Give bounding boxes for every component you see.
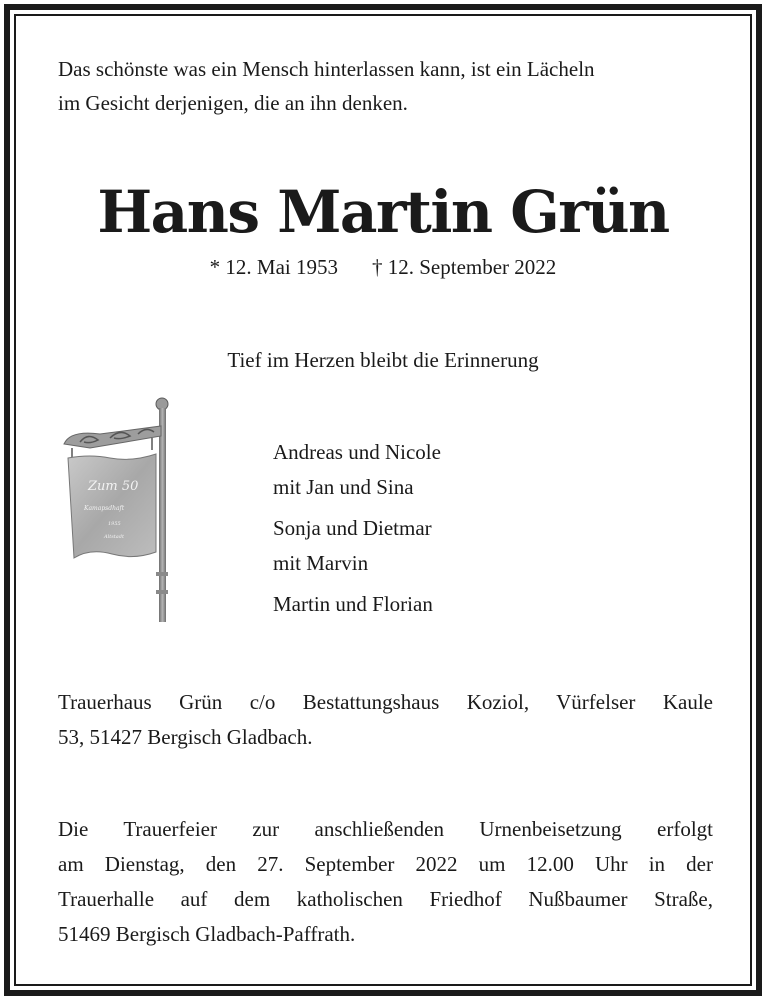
sign-text-4: Altstadt [104,534,124,540]
address-line-1: Trauerhaus Grün c/o Bestattungshaus Koziol, Vürfelser Kaule [58,690,713,714]
opening-quote [58,52,718,120]
mourner-group [273,435,693,505]
life-dates [0,252,766,282]
funeral-service-notice [58,812,713,952]
mourners-list [273,435,693,628]
sign-text-1: Zum 50 [88,479,139,494]
sign-text-3: 1955 [108,521,121,527]
service-line-1: Die Trauerfeier zur anschließenden Urnenbeisetzung erfolgt [58,817,713,841]
service-line-3: Trauerhalle auf dem katholischen Friedhof Nußbaumer Straße, [58,887,713,911]
mourner-group [273,511,693,581]
sign-text-2: Kamapsdhaft [84,505,125,512]
hanging-sign-icon [60,392,180,627]
service-line-2: am Dienstag, den 27. September 2022 um 12.00 Uhr in der [58,852,713,876]
mourner-line: mit Jan und Sina [273,475,414,499]
mourner-line: Sonja und Dietmar [273,516,432,540]
address-line-2: 53, 51427 Bergisch Gladbach. [58,725,313,749]
birth-date: * 12. Mai 1953 [209,255,338,279]
quote-line-1: Das schönste was ein Mensch hinterlassen kann, ist ein Lächeln [58,57,595,81]
death-date: † 12. September 2022 [372,255,557,279]
quote-line-2: im Gesicht derjenigen, die an ihn denken. [58,91,408,115]
service-line-4: 51469 Bergisch Gladbach-Paffrath. [58,922,356,946]
mourner-group [273,587,693,622]
deceased-name: Hans Martin Grün [97,178,669,246]
mourner-line: Martin und Florian [273,592,433,616]
mourner-line: mit Marvin [273,551,369,575]
mourner-line: Andreas und Nicole [273,440,441,464]
motto: Tief im Herzen bleibt die Erinnerung [227,348,539,372]
mourning-house-address [58,685,713,755]
